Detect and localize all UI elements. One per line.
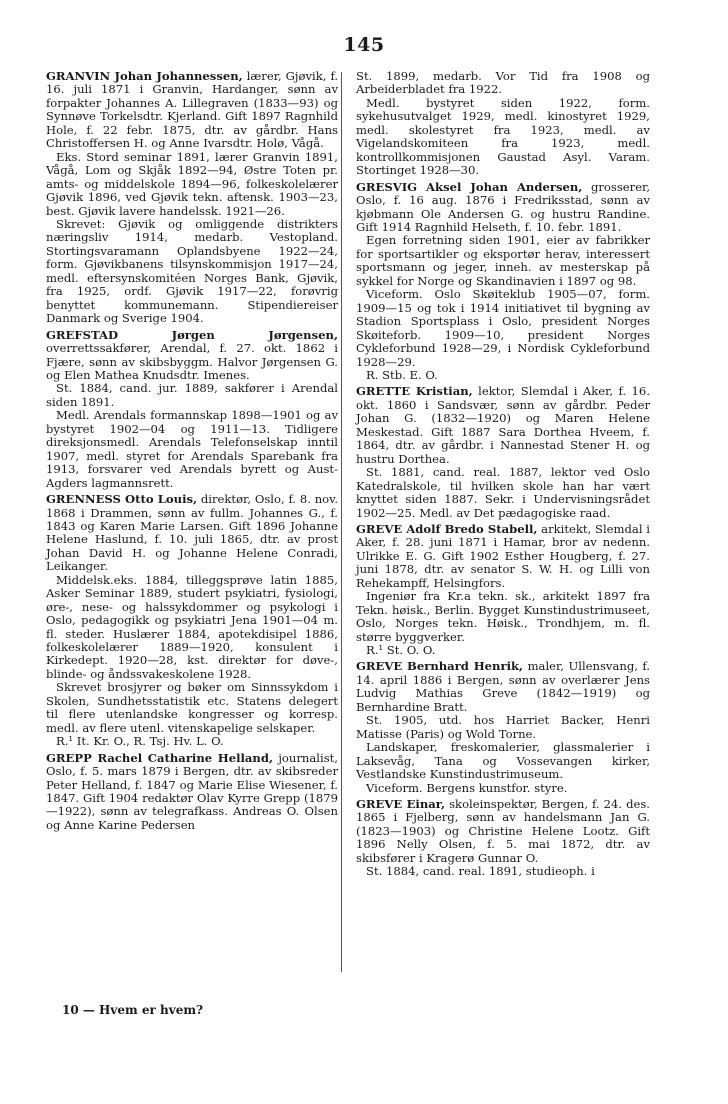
- entry-paragraph: R. Stb. E. O.: [366, 367, 438, 382]
- left-column: [46, 70, 338, 835]
- entry-paragraph: Viceform. Bergens kunstfor. styre.: [366, 780, 568, 795]
- biography-entry: [356, 181, 650, 383]
- entry-paragraph: Egen forretning siden 1901, eier av fabrikker for sportsartikler og eksportør herav, interessert sportsmann og jeger, inneh. av mesterskap på sykkel for Norge og Skandinavien i 1897 og 98.: [356, 233, 650, 288]
- entry-text: overrettssakfører, Arendal, f. 27. okt. 1862 i Fjære, sønn av skibsbyggm. Halvor Jørgensen G. og Elen Mathea Knudsdtr. Imenes.: [46, 341, 338, 382]
- entry-name: GRETTE Kristian,: [356, 384, 473, 399]
- entry-heading: [356, 385, 650, 466]
- entry-paragraph: Medl. Arendals formannskap 1898—1901 og av bystyret 1902—04 og 1911—13. Tidligere direksjonsmedl. Arendals Telefonselskap inntil 1907, medl. styret for Arendals Sparebank fra 1913, forsvarer ved Arendals byrett og Aust-Agders lagmannsrett.: [46, 408, 338, 490]
- entry-paragraph: Viceform. Oslo Skøiteklub 1905—07, form. 1909—15 og tok i 1914 initiativet til bygning av Stadion Sportsplass i Oslo, president Norges Skøiteforb. 1909—10, president Norges Cykleforbund 1928—29, i Nordisk Cykleforbund 1928—29.: [356, 287, 650, 369]
- biography-entry: [356, 523, 650, 658]
- entry-name: GREPP Rachel Catharine Helland,: [46, 750, 274, 765]
- entry-text: direktør, Oslo, f. 8. nov. 1868 i Drammen, sønn av fullm. Johannes G., f. 1843 og Karen Marie Larsen. Gift 1896 Johanne Helene Haslund, f. 10. juli 1865, dtr. av prost Johan David H. og Johanne Helene Conradi, Leikanger.: [46, 492, 338, 574]
- entry-paragraph: St. 1881, cand. real. 1887, lektor ved Oslo Katedralskole, til hvilken skole han har vært knyttet siden 1887. Sekr. i Undervisningsrådet 1902—25. Medl. av Det pædagogiske raad.: [356, 465, 650, 520]
- entry-paragraph: Landskaper, freskomalerier, glassmalerier i Laksevåg, Tana og Vossevangen kirker, Vestlandske Kunstindustrimuseum.: [356, 740, 650, 782]
- entry-heading: [46, 329, 338, 383]
- biography-entry: [356, 385, 650, 520]
- entry-text: arkitekt, Slemdal i Aker, f. 28. juni 1871 i Hamar, bror av nedenn. Ulrikke E. G. Gift 1902 Esther Hougberg, f. 27. juni 1878, dtr. av senator S. W. H. og Lilli von Rehekampff, Helsingfors.: [356, 521, 650, 590]
- entry-text: journalist, Oslo, f. 5. mars 1879 i Bergen, dtr. av skibsreder Peter Helland, f. 1847 og Marie Elise Wiesener, f. 1847. Gift 1904 redaktør Olav Kyrre Grepp (1879—1922), sønn av telegrafkass. Andreas O. Olsen og Anne Karine Pedersen: [46, 750, 338, 832]
- entry-text: lektor, Slemdal i Aker, f. 16. okt. 1860 i Sandsvær, sønn av gårdbr. Peder Johan G. (1832—1920) og Maren Helene Meskestad. Gift 1887 Sara Dorthea Hveem, f. 1864, dtr. av gårdbr. i Nannestad Stener H. og hustru Dorthea.: [356, 384, 650, 466]
- entry-paragraph: Skrevet: Gjøvik og omliggende distrikters næringsliv 1914, medarb. Vestopland. Stortingsvaramann Oplandsbyene 1922—24, form. Gjøvikbanens tilsynskommisjon 1917—24, medl. eftersynskomitéen Norges Bank, Gjøvik, fra 1925, ordf. Gjøvik 1917—22, forøvrig benyttet kommunemann. Stipendiereiser Danmark og Sverige 1904.: [46, 216, 338, 326]
- biography-entry: [356, 660, 650, 795]
- biography-entry: [46, 70, 338, 326]
- entry-name: GRANVIN Johan Johannessen,: [46, 69, 243, 83]
- entry-text: skoleinspektør, Bergen, f. 24. des. 1865 i Fjelberg, sønn av handelsmann Jan G. (1823—1903) og Christine Helene Lootz. Gift 1896 Nelly Olsen, f. 5. mai 1872, dtr. av skibsfører i Kragerø Gunnar O.: [356, 797, 650, 865]
- entry-name: GREVE Einar,: [356, 797, 446, 812]
- page-footer: 10 — Hvem er hvem?: [62, 1003, 204, 1017]
- entry-paragraph: R.¹ St. O. O.: [366, 643, 436, 658]
- entry-paragraph: Medl. bystyret siden 1922, form. sykehusutvalget 1929, medl. kinostyret 1929, medl. skolestyret fra 1923, medl. av Vigelandskomiteen fra 1923, medl. kontrollkommisjonen Gaustad Asyl. Varam. Stortinget 1928—30.: [356, 95, 650, 178]
- biography-entry: [46, 329, 338, 490]
- entry-name: GREVE Bernhard Henrik,: [356, 659, 524, 674]
- entry-paragraph: St. 1884, cand. real. 1891, studieoph. i: [366, 864, 595, 879]
- page-number: 145: [343, 34, 385, 56]
- biography-entry: [356, 798, 650, 879]
- entry-name: GRENNESS Otto Louis,: [46, 492, 198, 507]
- biography-entry: [46, 752, 338, 833]
- entry-heading: [356, 798, 650, 865]
- entry-paragraph: St. 1884, cand. jur. 1889, sakfører i Arendal siden 1891.: [46, 381, 338, 409]
- entry-paragraph: Eks. Stord seminar 1891, lærer Granvin 1891, Vågå, Lom og Skjåk 1892—94, Østre Toten pr. amts- og middelskole 1894—96, folkeskolelærer Gjøvik 1896, ved Gjøvik tekn. aftensk. 1903—23, best. Gjøvik lavere handelssk. 1921—26.: [46, 149, 338, 218]
- biography-entry: [46, 493, 338, 749]
- entry-name: GRESVIG Aksel Johan Andersen,: [356, 179, 583, 194]
- entry-paragraph: Ingeniør fra Kr.a tekn. sk., arkitekt 1897 fra Tekn. høisk., Berlin. Bygget Kunstindustrimuseet, Oslo, Norges tekn. Høisk., Trondhjem, m. fl. større byggverker.: [356, 589, 650, 644]
- entry-text: St. 1899, medarb. Vor Tid fra 1908 og Arbeiderbladet fra 1922.: [356, 69, 650, 97]
- entry-name: GREFSTAD Jørgen Jørgensen,: [46, 327, 338, 342]
- entry-text: grosserer, Oslo, f. 16 aug. 1876 i Fredriksstad, sønn av kjøbmann Ole Andersen G. og hustru Randine. Gift 1914 Ragnhild Helseth, f. 10. febr. 1891.: [356, 179, 651, 234]
- entry-paragraph: Middelsk.eks. 1884, tilleggsprøve latin 1885, Asker Seminar 1889, studert psykiatri, fysiologi, øre-, nese- og halssykdommer og psykologi i Oslo, pedagogikk og psykiatri Jena 1901—04 m. fl. steder. Huslærer 1884, apotekdisipel 1886, folkeskolelærer 1889—1920, konsulent i Kirkedept. 1920—28, kst. direktør for døve-, blinde- og åndssvakeskolene 1928.: [46, 572, 338, 681]
- entry-paragraph: Skrevet brosjyrer og bøker om Sinnssykdom i Skolen, Sundhetsstatistik etc. Statens delegert til flere utenlandske kongresser og korresp. medl. av flere utenl. vitenskapelige selskaper.: [46, 680, 338, 735]
- column-divider: [341, 72, 342, 972]
- right-column: [356, 70, 650, 882]
- entry-paragraph: St. 1905, utd. hos Harriet Backer, Henri Matisse (Paris) og Wold Torne.: [356, 713, 650, 741]
- entry-heading: [46, 493, 338, 574]
- entry-heading: [46, 752, 338, 833]
- entry-text: lærer, Gjøvik, f. 16. juli 1871 i Granvin, Hardanger, sønn av forpakter Johannes A. Lillegraven (1833—93) og Synnøve Torkelsdtr. Kjerland. Gift 1897 Ragnhild Hole, f. 22 febr. 1875, dtr. av gårdbr. Hans Christoffersen H. og Anne Ivarsdtr. Holø, Vågå.: [46, 69, 339, 151]
- entry-heading: [356, 660, 650, 714]
- entry-text: maler, Ullensvang, f. 14. april 1886 i Bergen, sønn av overlærer Jens Ludvig Mathias Greve (1842—1919) og Bernhardine Bratt.: [356, 659, 650, 714]
- entry-paragraph: R.¹ It. Kr. O., R. Tsj. Hv. L. O.: [56, 734, 224, 749]
- entry-heading: [356, 523, 650, 590]
- entry-heading: [46, 70, 338, 151]
- biography-entry: [356, 70, 650, 178]
- entry-name: GREVE Adolf Bredo Stabell,: [356, 521, 538, 536]
- entry-heading: [356, 70, 650, 97]
- entry-heading: [356, 181, 650, 235]
